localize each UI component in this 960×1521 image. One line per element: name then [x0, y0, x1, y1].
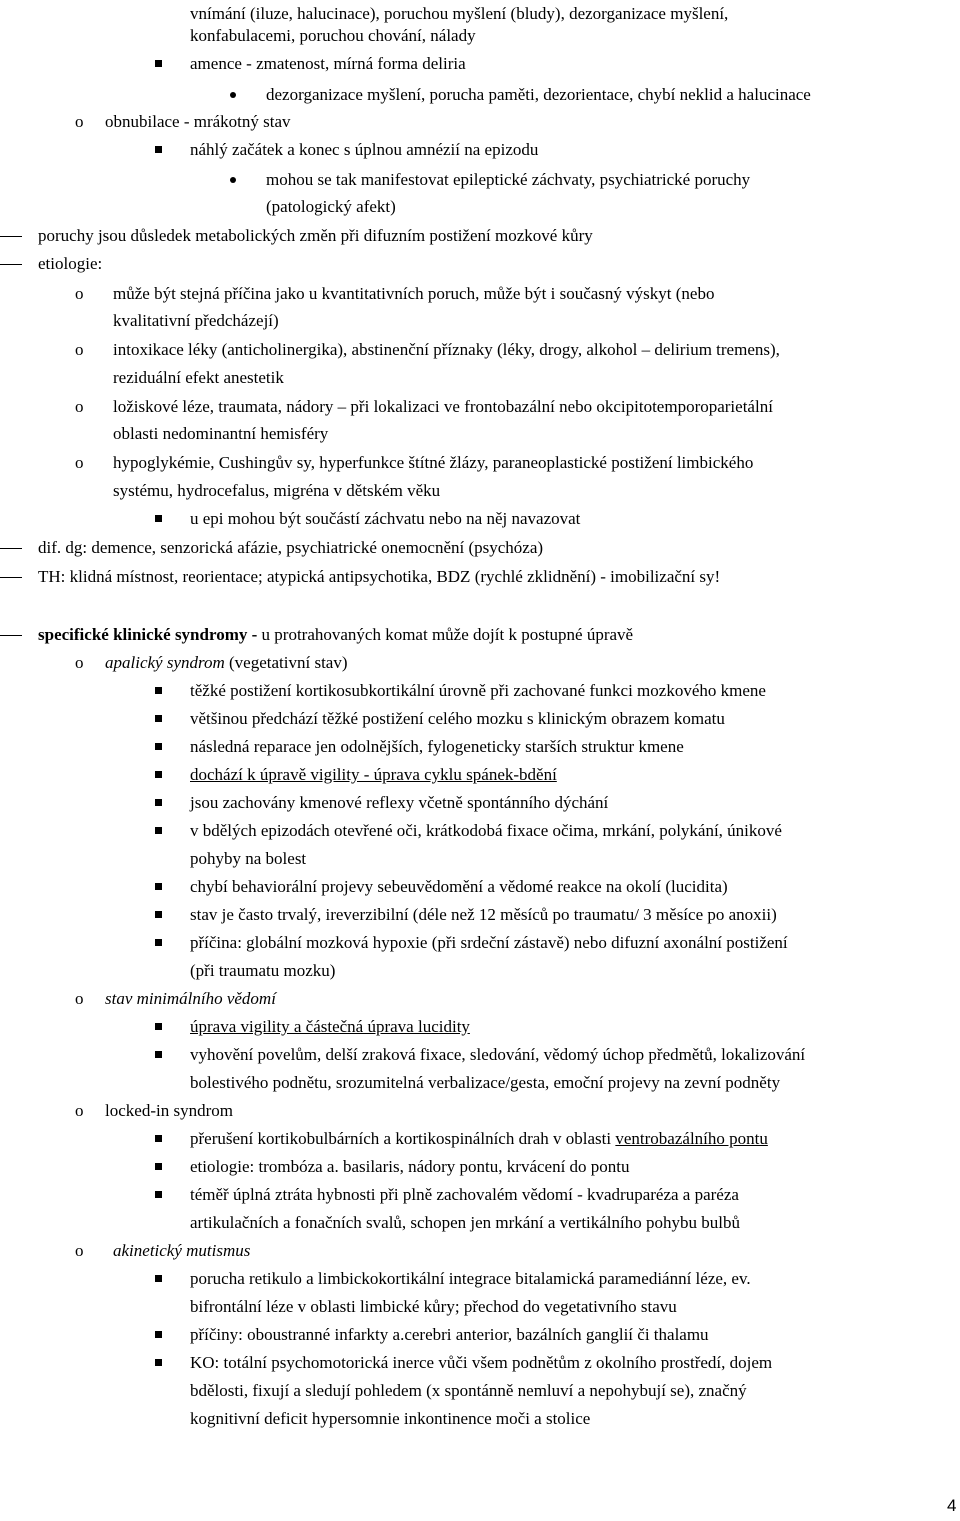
list-item: specifické klinické syndromy - u protrahovaných komat může dojít k postupné úpravě: [0, 621, 960, 649]
square-bullet-icon: [155, 873, 163, 901]
square-bullet-icon: [155, 1321, 163, 1349]
square-bullet-icon: [155, 136, 163, 164]
circle-marker: o: [75, 1101, 84, 1120]
text-line: kognitivní deficit hypersomnie inkontinence moči a stolice: [190, 1409, 591, 1428]
square-bullet-icon: [155, 733, 163, 761]
list-item: o může být stejná příčina jako u kvantitativních poruch, může být i současný výskyt (nebo: [0, 280, 960, 308]
round-bullet-icon: [230, 166, 237, 194]
square-bullet-icon: [155, 901, 163, 929]
list-item: dochází k úpravě vigility - úprava cyklu spánek-bdění: [0, 761, 960, 789]
list-item: poruchy jsou důsledek metabolických změn při difuzním postižení mozkové kůry: [0, 222, 960, 250]
square-bullet-icon: [155, 817, 163, 845]
list-item: o obnubilace - mrákotný stav: [0, 108, 960, 136]
text-line: bolestivého podnětu, srozumitelná verbalizace/gesta, emoční projevy na zevní podněty: [190, 1073, 781, 1092]
square-bullet-icon: [155, 929, 163, 957]
dash-bullet-icon: [0, 222, 22, 250]
text-line: (při traumatu mozku): [190, 961, 336, 980]
list-item: [0, 985, 960, 1013]
dash-bullet-icon: [0, 534, 22, 562]
square-bullet-icon: [155, 761, 163, 789]
square-bullet-icon: [155, 1181, 163, 1209]
square-bullet-icon: [155, 1041, 163, 1069]
list-item: o ložiskové léze, traumata, nádory – při lokalizaci ve frontobazální nebo okcipitotemporoparietální: [0, 393, 960, 421]
list-item: etiologie:: [0, 250, 960, 278]
list-item: dezorganizace myšlení, porucha paměti, dezorientace, chybí neklid a halucinace: [0, 81, 960, 109]
list-item: o apalický syndrom (vegetativní stav): [0, 649, 960, 677]
square-bullet-icon: [155, 1265, 163, 1293]
square-bullet-icon: [155, 705, 163, 733]
syndrome-name: akinetický mutismus: [113, 1241, 251, 1260]
text-line: (patologický afekt): [266, 197, 396, 216]
text-line: konfabulacemi, poruchou chování, nálady: [190, 26, 476, 45]
list-item: téměř úplná ztráta hybnosti při plně zachovalém vědomí - kvadruparéza a paréza: [0, 1181, 960, 1209]
dash-bullet-icon: [0, 250, 22, 278]
text-line: oblasti nedominantní hemisféry: [113, 424, 329, 443]
list-item: porucha retikulo a limbickokortikální integrace bitalamická paramediánní léze, ev.: [0, 1265, 960, 1293]
list-item: amence - zmatenost, mírná forma deliria: [0, 50, 960, 78]
circle-marker: o: [75, 1241, 84, 1260]
list-item: příčiny: oboustranné infarkty a.cerebri anterior, bazálních ganglií či thalamu: [0, 1321, 960, 1349]
list-item: vyhovění povelům, delší zraková fixace, sledování, vědomý úchop předmětů, lokalizování: [0, 1041, 960, 1069]
list-item: KO: totální psychomotorická inerce vůči všem podnětům z okolního prostředí, dojem: [0, 1349, 960, 1377]
text-line: systému, hydrocefalus, migréna v dětském věku: [113, 481, 441, 500]
page-number: 4: [947, 1496, 957, 1515]
dash-bullet-icon: [0, 621, 22, 649]
circle-marker: o: [75, 284, 84, 303]
syndrome-name: stav minimálního vědomí: [105, 989, 276, 1008]
square-bullet-icon: [155, 1013, 163, 1041]
list-item: mohou se tak manifestovat epileptické záchvaty, psychiatrické poruchy: [0, 166, 960, 194]
list-item: etiologie: trombóza a. basilaris, nádory pontu, krvácení do pontu: [0, 1153, 960, 1181]
text-line: pohyby na bolest: [190, 849, 307, 868]
square-bullet-icon: [155, 50, 163, 78]
round-bullet-icon: [230, 81, 237, 109]
circle-marker: o: [75, 453, 84, 472]
syndrome-name: apalický syndrom: [105, 653, 225, 672]
list-item: v bdělých epizodách otevřené oči, krátkodobá fixace očima, mrkání, polykání, únikové: [0, 817, 960, 845]
text-line: bifrontální léze v oblasti limbické kůry; přechod do vegetativního stavu: [190, 1297, 677, 1316]
list-item: o hypoglykémie, Cushingův sy, hyperfunkce štítné žlázy, paraneoplastické postižení limbického: [0, 449, 960, 477]
text-line: bdělosti, fixují a sledují pohledem (x spontánně nemluví a nepohybují se), značný: [190, 1381, 747, 1400]
square-bullet-icon: [155, 505, 163, 533]
circle-marker: o: [75, 340, 84, 359]
square-bullet-icon: [155, 1153, 163, 1181]
circle-marker: o: [75, 397, 84, 416]
circle-marker: o: [75, 989, 84, 1008]
dash-bullet-icon: [0, 563, 22, 591]
list-item: přerušení kortikobulbárních a kortikospinálních drah v oblasti ventrobazálního pontu: [0, 1125, 960, 1153]
list-item: stav je často trvalý, ireverzibilní (déle než 12 měsíců po traumatu/ 3 měsíce po anoxii): [0, 901, 960, 929]
square-bullet-icon: [155, 677, 163, 705]
list-item: těžké postižení kortikosubkortikální úrovně při zachované funkci mozkového kmene: [0, 677, 960, 705]
square-bullet-icon: [155, 1125, 163, 1153]
list-item: o intoxikace léky (anticholinergika), abstinenční příznaky (léky, drogy, alkohol – delirium tremens),: [0, 336, 960, 364]
list-item: jsou zachovány kmenové reflexy včetně spontánního dýchání: [0, 789, 960, 817]
square-bullet-icon: [155, 1349, 163, 1377]
list-item: dif. dg: demence, senzorická afázie, psychiatrické onemocnění (psychóza): [0, 534, 960, 562]
list-item: většinou předchází těžké postižení celého mozku s klinickým obrazem komatu: [0, 705, 960, 733]
list-item: TH: klidná místnost, reorientace; atypická antipsychotika, BDZ (rychlé zklidnění) - imobilizační sy!: [0, 563, 960, 591]
list-item: úprava vigility a částečná úprava lucidity: [0, 1013, 960, 1041]
list-item: následná reparace jen odolnějších, fylogeneticky starších struktur kmene: [0, 733, 960, 761]
list-item: [0, 1237, 960, 1265]
list-item: příčina: globální mozková hypoxie (při srdeční zástavě) nebo difuzní axonální postižení: [0, 929, 960, 957]
list-item: o locked-in syndrom: [0, 1097, 960, 1125]
list-item: náhlý začátek a konec s úplnou amnézií na epizodu: [0, 136, 960, 164]
text-line: vnímání (iluze, halucinace), poruchou myšlení (bludy), dezorganizace myšlení,: [190, 4, 729, 23]
text-line: kvalitativní předcházejí): [113, 311, 279, 330]
circle-marker: o: [75, 112, 84, 131]
text-line: artikulačních a fonačních svalů, schopen jen mrkání a vertikálního pohybu bulbů: [190, 1213, 740, 1232]
circle-marker: o: [75, 653, 84, 672]
square-bullet-icon: [155, 789, 163, 817]
list-item: u epi mohou být součástí záchvatu nebo na něj navazovat: [0, 505, 960, 533]
text-line: reziduální efekt anestetik: [113, 368, 284, 387]
list-item: chybí behaviorální projevy sebeuvědomění a vědomé reakce na okolí (lucidita): [0, 873, 960, 901]
section-heading: specifické klinické syndromy -: [38, 625, 258, 644]
